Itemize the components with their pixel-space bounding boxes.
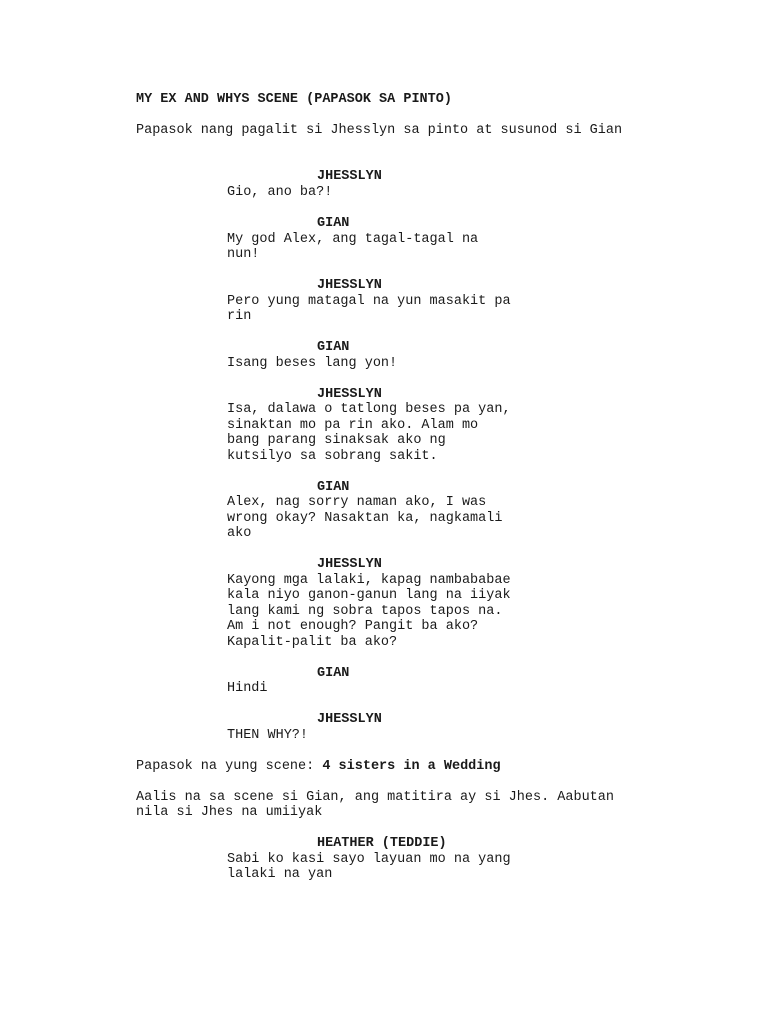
dialogue-line: ako (227, 526, 252, 541)
dialogue-line: kutsilyo sa sobrang sakit. (227, 449, 438, 464)
dialogue-line: kala niyo ganon-ganun lang na iiyak (227, 588, 511, 603)
dialogue-line: nun! (227, 247, 260, 262)
character-name: JHESSLYN (317, 712, 382, 727)
action-line (136, 759, 501, 775)
scene-heading: MY EX AND WHYS SCENE (PAPASOK SA PINTO) (136, 92, 452, 107)
dialogue-line: THEN WHY?! (227, 728, 309, 743)
dialogue-line: Gio, ano ba?! (227, 185, 333, 200)
character-name: GIAN (317, 666, 350, 681)
dialogue-line: Alex, nag sorry naman ako, I was (227, 495, 487, 510)
character-name: JHESSLYN (317, 387, 382, 402)
action-line: Papasok nang pagalit si Jhesslyn sa pinto at susunod si Gian (136, 123, 623, 138)
dialogue-line: bang parang sinaksak ako ng (227, 433, 446, 448)
dialogue-line: Am i not enough? Pangit ba ako? (227, 619, 479, 634)
dialogue-line: Hindi (227, 681, 268, 696)
dialogue-line: wrong okay? Nasaktan ka, nagkamali (227, 511, 503, 526)
dialogue-line: Kayong mga lalaki, kapag nambababae (227, 573, 511, 588)
character-name: GIAN (317, 480, 350, 495)
dialogue-line: lalaki na yan (227, 867, 333, 882)
dialogue-line: sinaktan mo pa rin ako. Alam mo (227, 418, 479, 433)
dialogue-line: Isa, dalawa o tatlong beses pa yan, (227, 402, 511, 417)
character-name: JHESSLYN (317, 278, 382, 293)
dialogue-line: My god Alex, ang tagal-tagal na (227, 232, 479, 247)
dialogue-line: Isang beses lang yon! (227, 356, 398, 371)
character-name: GIAN (317, 216, 350, 231)
character-name: JHESSLYN (317, 557, 382, 572)
dialogue-line: Pero yung matagal na yun masakit pa (227, 294, 511, 309)
character-name: JHESSLYN (317, 169, 382, 184)
action-text: Papasok na yung scene: (136, 759, 323, 774)
character-name: HEATHER (TEDDIE) (317, 836, 447, 851)
action-line: nila si Jhes na umiiyak (136, 805, 323, 820)
dialogue-line: lang kami ng sobra tapos tapos na. (227, 604, 503, 619)
dialogue-line: Sabi ko kasi sayo layuan mo na yang (227, 852, 511, 867)
character-name: GIAN (317, 340, 350, 355)
action-line: Aalis na sa scene si Gian, ang matitira ay si Jhes. Aabutan (136, 790, 614, 805)
scene-title-bold: 4 sisters in a Wedding (322, 759, 501, 774)
dialogue-line: Kapalit-palit ba ako? (227, 635, 398, 650)
dialogue-line: rin (227, 309, 252, 324)
